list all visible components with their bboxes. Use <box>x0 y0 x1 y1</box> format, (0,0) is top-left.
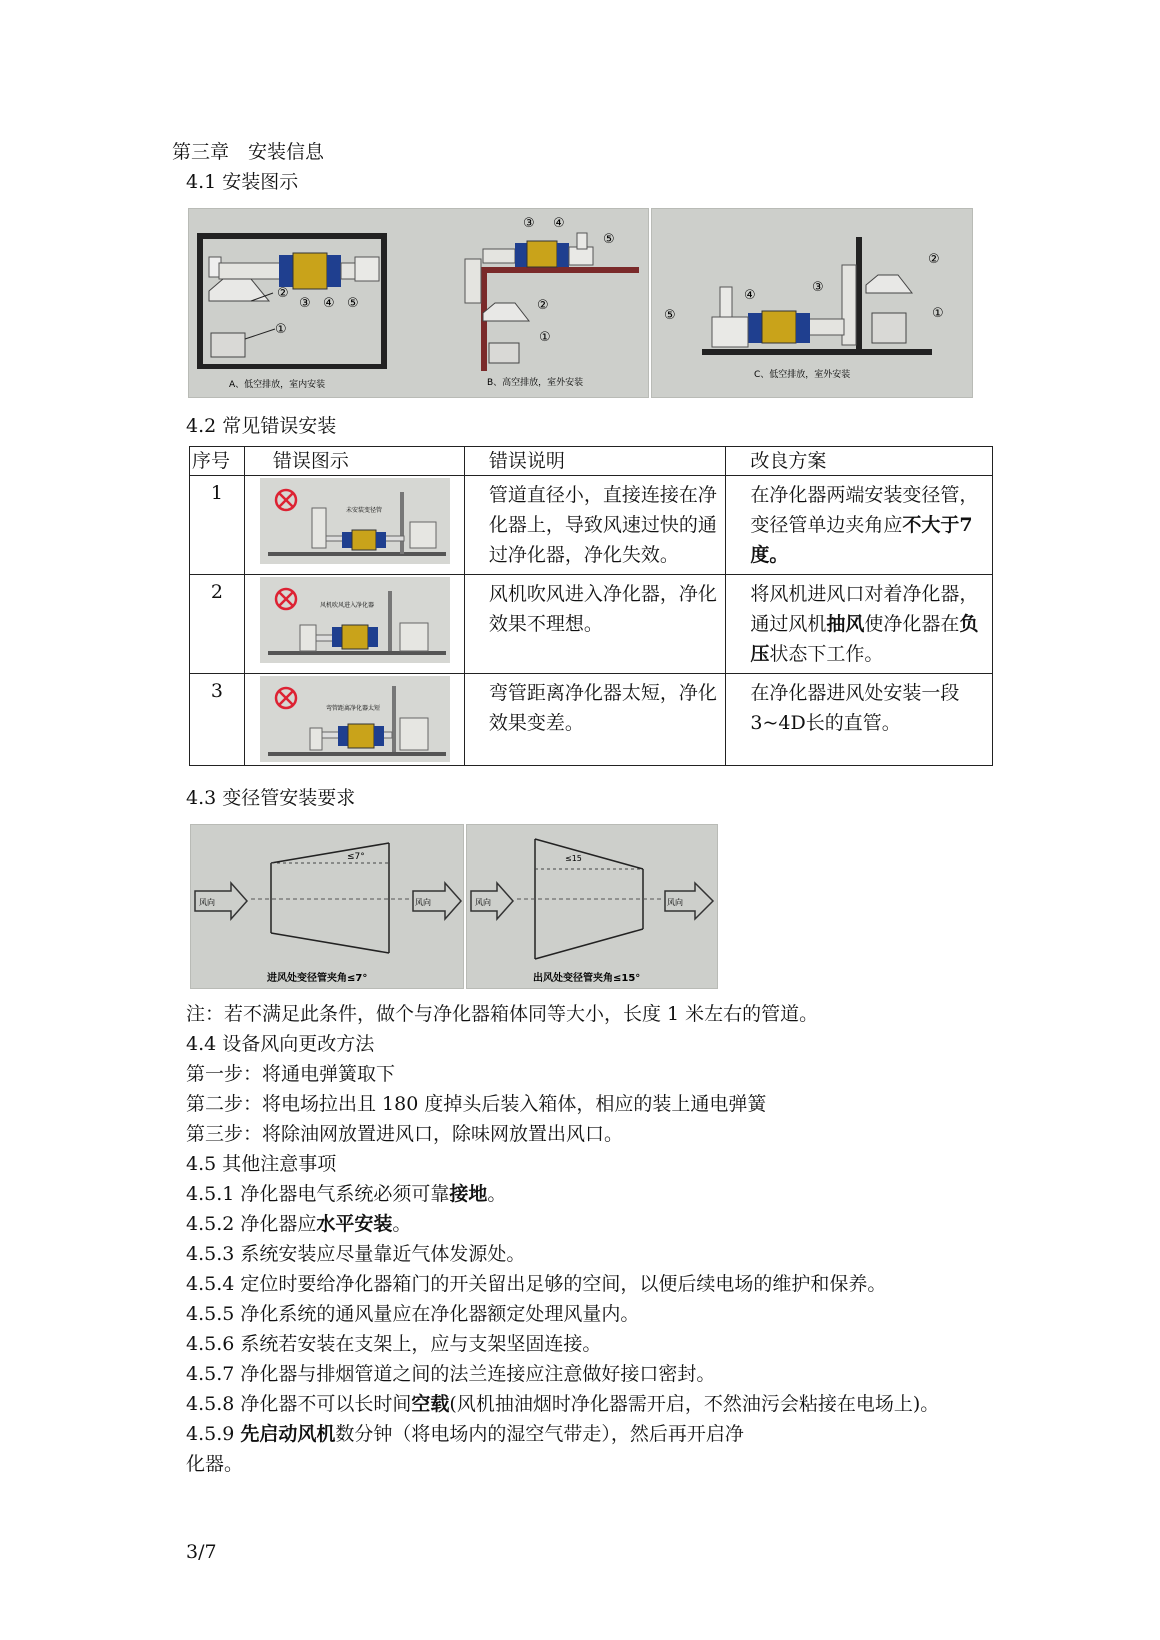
marker-5: ⑤ <box>347 296 359 311</box>
note-item-4-5-6: 4.5.6 系统若安装在支架上，应与支架坚固连接。 <box>186 1333 602 1355</box>
angle-label: ≤7° <box>347 852 365 862</box>
arrow-in-label: 风向 <box>475 898 491 907</box>
chapter-title: 第三章 安装信息 <box>172 141 325 163</box>
caption-a: A、低空排放，室内安装 <box>229 380 326 390</box>
caption-b: B、高空排放，室外安装 <box>487 378 584 388</box>
row-description: 弯管距离净化器太短，净化效果变差。 <box>464 674 726 766</box>
figure-caption: 出风处变径管夹角≤15° <box>533 973 641 984</box>
thumb-label-3: 弯管距离净化器太短 <box>325 705 380 712</box>
error-figure-1 <box>260 478 450 564</box>
note-item-4-5-9: 4.5.9 先启动风机数分钟（将电场内的湿空气带走），然后再开启净 <box>186 1423 744 1445</box>
caption-c: C、低空排放，室外安装 <box>754 370 851 380</box>
marker-1: ① <box>275 322 287 337</box>
table-row <box>190 575 993 674</box>
table-row <box>190 476 993 575</box>
svg-text:②: ② <box>928 252 940 267</box>
figure-caption: 进风处变径管夹角≤7° <box>267 973 368 984</box>
marker-2: ② <box>277 286 289 301</box>
svg-text:①: ① <box>539 330 551 345</box>
marker-3: ③ <box>299 296 311 311</box>
note-item-4-5-9-cont: 化器。 <box>186 1453 244 1475</box>
arrow-in-label: 风向 <box>199 898 215 907</box>
row-number: 2 <box>190 575 245 674</box>
svg-text:②: ② <box>537 298 549 313</box>
svg-text:⑤: ⑤ <box>664 308 676 323</box>
note-item-4-5-4: 4.5.4 定位时要给净化器箱门的开关留出足够的空间，以便后续电场的维护和保养。 <box>186 1273 887 1295</box>
row-fix: 在净化器两端安装变径管，变径管单边夹角应不大于7度。 <box>726 476 993 575</box>
row-figure-cell <box>244 575 464 674</box>
col-header-fix: 改良方案 <box>726 447 993 476</box>
marker-4: ④ <box>323 296 335 311</box>
install-figure-a <box>188 208 649 398</box>
svg-text:③: ③ <box>523 216 535 231</box>
arrow-out-label: 风向 <box>415 898 431 907</box>
fix-emphasis: 抽风 <box>826 613 865 635</box>
svg-text:④: ④ <box>744 288 756 303</box>
thumb-label-2: 风机吹风进入净化器 <box>319 602 374 609</box>
page-number: 3/7 <box>186 1541 217 1563</box>
arrow-out-label: 风向 <box>667 898 683 907</box>
thumb-label-1: 未安装变径管 <box>345 507 382 514</box>
row-fix: 将风机进风口对着净化器，通过风机抽风使净化器在负压状态下工作。 <box>726 575 993 674</box>
col-header-num: 序号 <box>190 447 245 476</box>
row-description: 管道直径小，直接连接在净化器上，导致风速过快的通过净化器，净化失效。 <box>464 476 726 575</box>
section-4-5-heading: 4.5 其他注意事项 <box>186 1153 337 1175</box>
error-figure-3 <box>260 676 450 762</box>
note-text: 注：若不满足此条件，做个与净化器箱体同等大小，长度 1 米左右的管道。 <box>186 1003 819 1025</box>
svg-text:⑤: ⑤ <box>603 232 615 247</box>
note-item-4-5-3: 4.5.3 系统安装应尽量靠近气体发源处。 <box>186 1243 526 1265</box>
install-figure-c <box>651 208 973 398</box>
note-item-4-5-8: 4.5.8 净化器不可以长时间空载(风机抽油烟时净化器需开启，不然油污会粘接在电场上)。 <box>186 1393 940 1415</box>
error-figure-2 <box>260 577 450 663</box>
angle-label: ≤15 <box>565 854 582 863</box>
table-header-row <box>190 447 993 476</box>
fix-emphasis: 不大于7度 <box>750 514 973 566</box>
table-row <box>190 674 993 766</box>
step-1: 第一步：将通电弹簧取下 <box>186 1063 396 1085</box>
row-description: 风机吹风进入净化器，净化效果不理想。 <box>464 575 726 674</box>
reducer-inlet-figure <box>190 824 464 989</box>
section-4-3-heading: 4.3 变径管安装要求 <box>186 787 356 809</box>
step-2: 第二步：将电场拉出且 180 度掉头后装入箱体，相应的装上通电弹簧 <box>186 1093 767 1115</box>
note-item-4-5-7: 4.5.7 净化器与排烟管道之间的法兰连接应注意做好接口密封。 <box>186 1363 716 1385</box>
note-item-4-5-2: 4.5.2 净化器应水平安装。 <box>186 1213 412 1235</box>
row-figure-cell <box>244 674 464 766</box>
section-4-4-heading: 4.4 设备风向更改方法 <box>186 1033 375 1055</box>
row-number: 1 <box>190 476 245 575</box>
row-fix: 在净化器进风处安装一段3~4D长的直管。 <box>726 674 993 766</box>
svg-text:①: ① <box>932 306 944 321</box>
section-4-1-heading: 4.1 安装图示 <box>186 171 299 193</box>
step-3: 第三步：将除油网放置进风口，除味网放置出风口。 <box>186 1123 624 1145</box>
section-4-2-heading: 4.2 常见错误安装 <box>186 415 337 437</box>
error-install-table <box>189 446 993 766</box>
col-header-desc: 错误说明 <box>464 447 726 476</box>
row-number: 3 <box>190 674 245 766</box>
row-figure-cell <box>244 476 464 575</box>
fix-emphasis: 负压 <box>750 613 979 665</box>
reducer-outlet-figure <box>466 824 718 989</box>
note-item-4-5-5: 4.5.5 净化系统的通风量应在净化器额定处理风量内。 <box>186 1303 640 1325</box>
col-header-figure: 错误图示 <box>244 447 464 476</box>
svg-text:③: ③ <box>812 280 824 295</box>
note-item-4-5-1: 4.5.1 净化器电气系统必须可靠接地。 <box>186 1183 507 1205</box>
svg-text:④: ④ <box>553 216 565 231</box>
